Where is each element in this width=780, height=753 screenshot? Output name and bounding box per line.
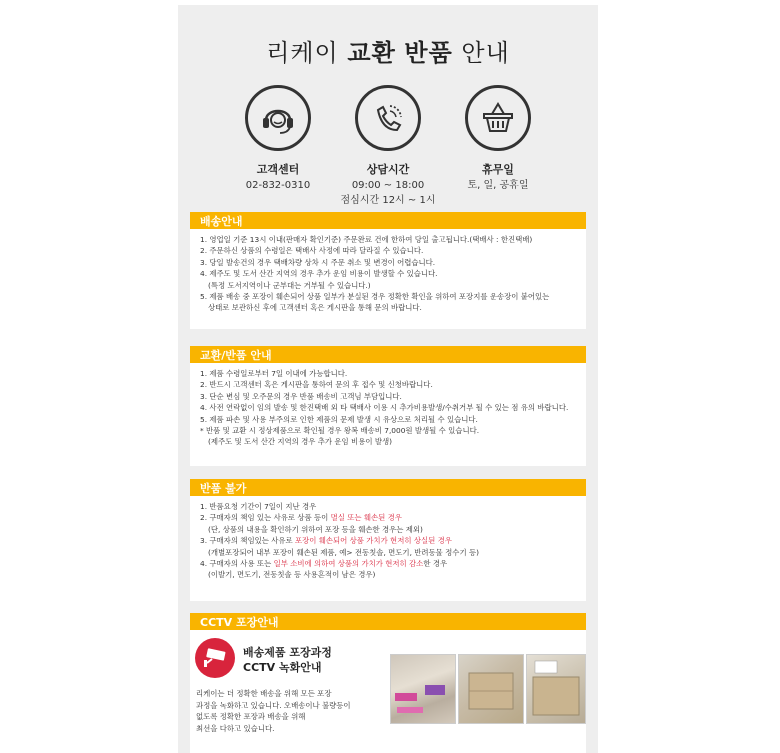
shipping-line: (특정 도서지역이나 군부대는 거부될 수 있습니다.)	[208, 280, 371, 290]
no-return-line: 4. 구매자의 사용 또는 일부 소비에 의하여 상품의 가치가 현저히 감소한 경우	[200, 559, 448, 569]
lunch-hours-value: 점심시간 12시 ~ 1시	[340, 195, 436, 206]
shipping-line: 4. 제주도 및 도서 산간 지역의 경우 추가 운임 비용이 발생할 수 있습니다.	[200, 269, 438, 279]
shipping-line: 5. 제품 배송 중 포장이 훼손되어 상품 일부가 분실된 경우 정확한 확인을 위하여 포장지를 운송장이 붙어있는	[200, 292, 550, 302]
exchange-line: * 반품 및 교환 시 정상제품으로 확인될 경우 왕복 배송비 7,000원 발생될 수 있습니다.	[200, 426, 480, 436]
cctv-title-line1: 배송제품 포장과정	[243, 646, 332, 659]
no-return-line: 2. 구매자의 책임 있는 사유로 상품 등이 멸실 또는 훼손된 경우	[200, 513, 402, 523]
shipping-heading-bar	[190, 212, 586, 229]
cctv-heading: CCTV 포장안내	[200, 616, 279, 629]
shipping-line: 상태로 보관하신 후에 고객센터 혹은 게시판을 통해 문의 바랍니다.	[208, 303, 422, 313]
highlight-text: 포장이 훼손되어 상품 가치가 현저히 상실된 경우	[294, 536, 452, 546]
highlight-text: 멸실 또는 훼손된 경우	[330, 513, 402, 523]
packing-photo	[390, 654, 456, 724]
no-return-line: (개별포장되어 내부 포장이 훼손된 제품, 예> 전동칫솔, 면도기, 반려동물 정수기 등)	[208, 547, 479, 557]
customer-center-label: 고객센터	[256, 163, 300, 176]
exchange-heading-bar	[190, 346, 586, 363]
exchange-line: 3. 단순 변심 및 오주문의 경우 반품 배송비 고객님 부담입니다.	[200, 391, 402, 401]
exchange-line: 1. 제품 수령일로부터 7일 이내에 가능합니다.	[200, 369, 348, 378]
shipping-section	[190, 212, 586, 329]
no-return-line: 3. 구매자의 책임있는 사유로 포장이 훼손되어 상품 가치가 현저히 상실된 경우	[200, 536, 452, 546]
cctv-section	[190, 613, 586, 753]
cctv-heading-bar	[190, 613, 586, 630]
no-return-line: (이발기, 면도기, 전동칫솔 등 사용흔적이 남은 경우)	[208, 570, 376, 580]
exchange-line: 4. 사전 연락없이 임의 발송 및 한진택배 외 타 택배사 이용 시 추가비용발생/수취거부 될 수 있는 점 유의 바랍니다.	[200, 403, 569, 413]
phone-clock-icon	[355, 85, 421, 151]
consult-hours-value: 09:00 ~ 18:00	[351, 180, 425, 191]
no-return-heading: 반품 불가	[200, 482, 247, 495]
exchange-section	[190, 346, 586, 466]
exchange-heading: 교환/반품 안내	[200, 349, 272, 362]
shipping-heading: 배송안내	[200, 215, 243, 228]
cctv-title-line2: CCTV 녹화안내	[243, 661, 322, 674]
exchange-line: 2. 반드시 고객센터 혹은 게시판을 통하여 문의 후 접수 및 신청바랍니다.	[200, 380, 433, 390]
holiday-value: 토, 일, 공휴일	[467, 180, 529, 191]
shipping-line: 2. 주문하신 상품의 수령일은 택배사 사정에 따라 달라질 수 있습니다.	[200, 246, 424, 256]
no-return-line: (단, 상품의 내용을 확인하기 위하여 포장 등을 훼손한 경우는 제외)	[208, 524, 423, 534]
packing-photo	[458, 654, 524, 724]
no-return-heading-bar	[190, 479, 586, 496]
basket-icon	[465, 85, 531, 151]
customer-center-info	[218, 85, 338, 192]
highlight-text: 일부 소비에 의하여 상품의 가치가 현저히 감소	[273, 559, 424, 569]
shipping-line: 1. 영업일 기준 13시 이내(판매자 확인기준) 주문완료 건에 한하여 당일 출고됩니다.(택배사 : 한진택배)	[200, 235, 533, 244]
info-panel	[178, 5, 598, 753]
consult-hours-info	[328, 85, 448, 207]
headset-icon	[245, 85, 311, 151]
consult-hours-label: 상담시간	[366, 163, 410, 176]
no-return-line: 1. 반품요청 기간이 7일이 지난 경우	[200, 502, 317, 511]
cctv-camera-icon	[195, 638, 235, 678]
page-title: 리케이 교환 반품 안내	[266, 39, 510, 67]
packing-photo	[526, 654, 586, 724]
exchange-line: (제주도 및 도서 산간 지역의 경우 추가 운임 비용이 발생)	[208, 437, 392, 447]
no-return-section	[190, 479, 586, 601]
shipping-line: 3. 당일 발송건의 경우 택배차량 상차 시 주문 취소 및 변경이 어렵습니다.	[200, 257, 436, 267]
holiday-info	[438, 85, 558, 192]
cctv-description: 리케이는 더 정확한 배송을 위해 모든 포장 과정을 녹화하고 있습니다. 오배송이나 불량등이 없도록 정확한 포장과 배송을 위해 최선을 다하고 있습니다.	[196, 689, 351, 733]
exchange-line: 5. 제품 파손 및 사용 부주의로 인한 제품의 문제 발생 시 유상으로 처리될 수 있습니다.	[200, 414, 478, 424]
phone-number[interactable]: 02-832-0310	[245, 180, 311, 191]
holiday-label: 휴무일	[482, 163, 514, 176]
